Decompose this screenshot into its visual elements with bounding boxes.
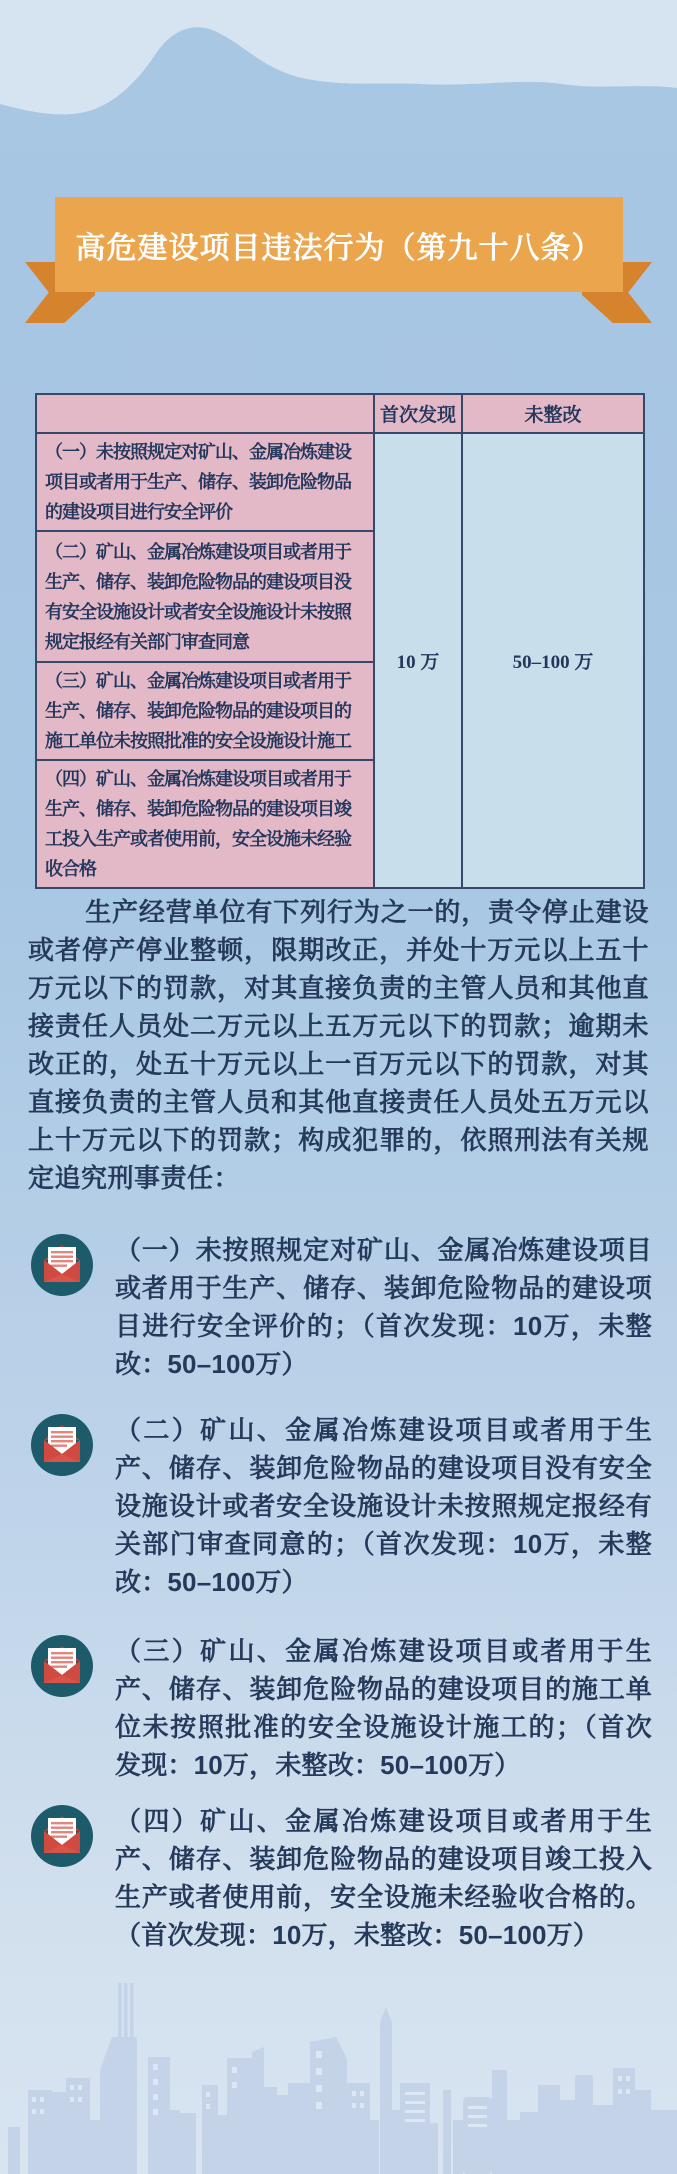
open-envelope-letter-icon bbox=[30, 1804, 94, 1868]
page-title: 高危建设项目违法行为（第九十八条） bbox=[75, 231, 603, 265]
list-item-3 bbox=[0, 1632, 677, 1784]
violation-cell-4: （四）矿山、金属冶炼建设项目或者用于生产、储存、装卸危险物品的建设项目竣工投入生产或者使用前，安全设施未经验收合格 bbox=[36, 760, 374, 888]
city-skyline-graphic bbox=[0, 1979, 677, 2174]
table-header-first-discovery: 首次发现 bbox=[374, 394, 462, 433]
table-header-row bbox=[36, 394, 644, 433]
violation-cell-3: （三）矿山、金属冶炼建设项目或者用于生产、储存、装卸危险物品的建设项目的施工单位未按照批准的安全设施设计施工 bbox=[36, 662, 374, 760]
table-row bbox=[36, 433, 644, 531]
penalty-table-wrapper bbox=[35, 393, 643, 889]
list-item-1 bbox=[0, 1231, 677, 1383]
violation-cell-1: （一）未按照规定对矿山、金属冶炼建设项目或者用于生产、储存、装卸危险物品的建设项目进行安全评价 bbox=[36, 433, 374, 531]
list-item-4 bbox=[0, 1802, 677, 1954]
table-header-empty bbox=[36, 394, 374, 433]
list-item-text: （一）未按照规定对矿山、金属冶炼建设项目或者用于生产、储存、装卸危险物品的建设项目进行安全评价的；（首次发现：10万，未整改：50–100万） bbox=[115, 1235, 652, 1379]
not-rectified-value-cell: 50–100 万 bbox=[462, 433, 644, 888]
first-discovery-value-cell: 10 万 bbox=[374, 433, 462, 888]
table-header-not-rectified: 未整改 bbox=[462, 394, 644, 433]
penalty-table bbox=[35, 393, 645, 889]
open-envelope-letter-icon bbox=[30, 1233, 94, 1297]
open-envelope-letter-icon bbox=[30, 1634, 94, 1698]
list-item-text: （四）矿山、金属冶炼建设项目或者用于生产、储存、装卸危险物品的建设项目竣工投入生产或者使用前，安全设施未经验收合格的。（首次发现：10万，未整改：50–100万） bbox=[115, 1806, 652, 1950]
list-item-text: （二）矿山、金属冶炼建设项目或者用于生产、储存、装卸危险物品的建设项目没有安全设施设计或者安全设施设计未按照规定报经有关部门审查同意的；（首次发现：10万，未整改：50–100万） bbox=[115, 1415, 652, 1597]
violation-cell-2: （二）矿山、金属冶炼建设项目或者用于生产、储存、装卸危险物品的建设项目没有安全设施设计或者安全设施设计未按照规定报经有关部门审查同意 bbox=[36, 531, 374, 662]
open-envelope-letter-icon bbox=[30, 1413, 94, 1477]
top-wave-decoration bbox=[0, 0, 677, 150]
title-banner bbox=[55, 197, 623, 292]
list-item-2 bbox=[0, 1411, 677, 1601]
list-item-text: （三）矿山、金属冶炼建设项目或者用于生产、储存、装卸危险物品的建设项目的施工单位未按照批准的安全设施设计施工的；（首次发现：10万，未整改：50–100万） bbox=[115, 1636, 652, 1780]
intro-paragraph: 生产经营单位有下列行为之一的，责令停止建设或者停产停业整顿，限期改正，并处十万元以上五十万元以下的罚款，对其直接负责的主管人员和其他直接责任人员处二万元以上五万元以下的罚款；逾期未改正的，处五十万元以上一百万元以下的罚款，对其直接负责的主管人员和其他直接责任人员处五万元以上十万元以下的罚款；构成犯罪的，依照刑法有关规定追究刑事责任： bbox=[28, 897, 649, 1193]
